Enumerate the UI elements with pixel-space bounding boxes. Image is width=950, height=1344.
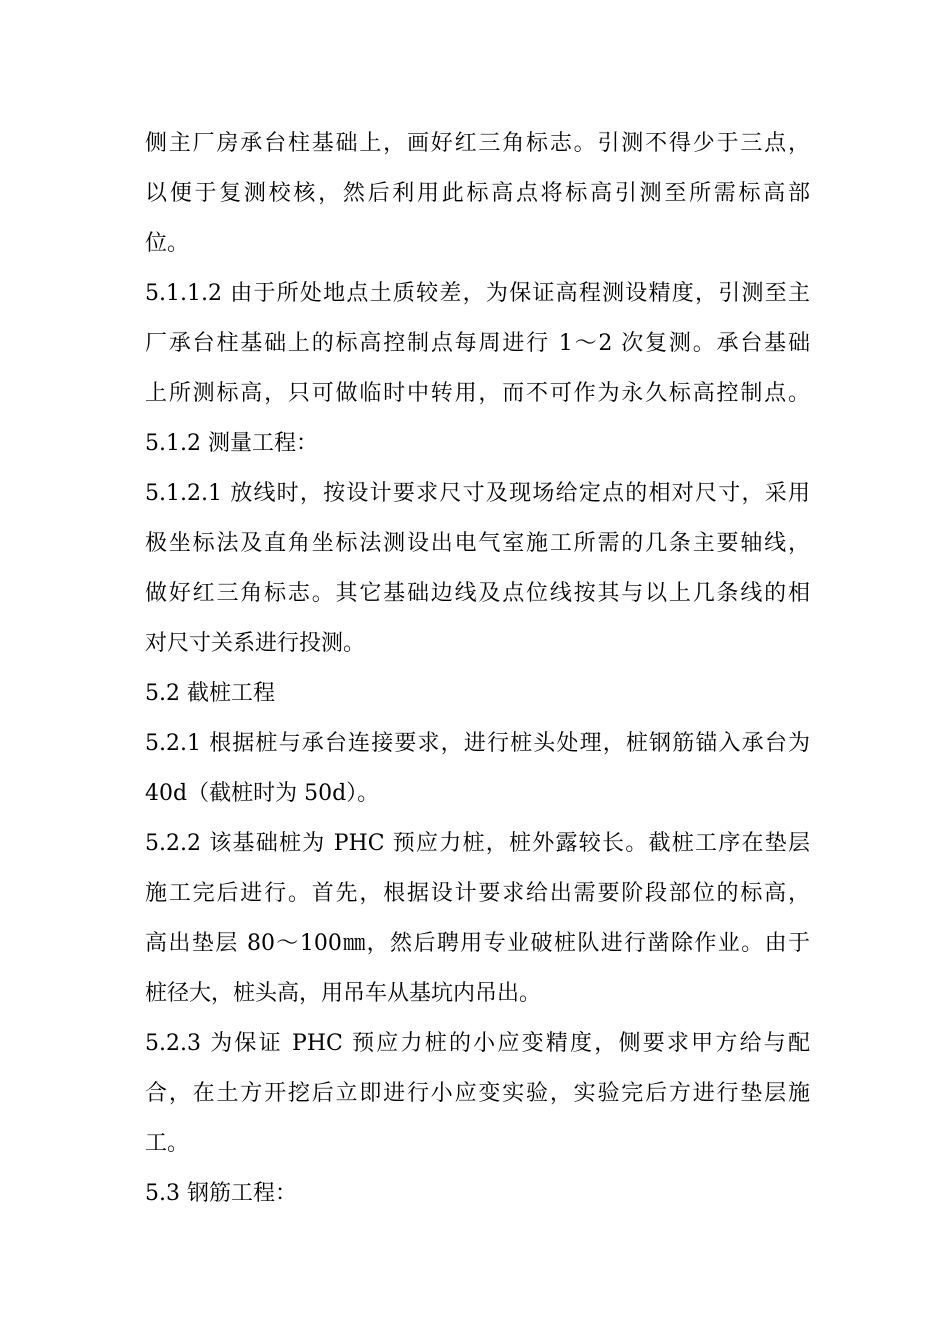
text-line: 5.2.3 为保证 PHC 预应力桩的小应变精度，侧要求甲方给与配 xyxy=(145,1031,810,1056)
text-line: 桩径大，桩头高，用吊车从基坑内吊出。 xyxy=(145,981,542,1006)
text-line: 40d（截桩时为 50d）。 xyxy=(145,781,380,806)
document-body xyxy=(145,119,810,1219)
section-heading: 5.2 截桩工程 xyxy=(145,681,275,706)
text-line: 上所测标高，只可做临时中转用，而不可作为永久标高控制点。 xyxy=(145,381,810,406)
text-line: 做好红三角标志。其它基础边线及点位线按其与以上几条线的相 xyxy=(145,581,810,606)
text-line: 高出垫层 80～100㎜，然后聘用专业破桩队进行凿除作业。由于 xyxy=(145,931,810,956)
text-line: 侧主厂房承台柱基础上，画好红三角标志。引测不得少于三点， xyxy=(145,131,810,156)
text-line: 5.2.2 该基础桩为 PHC 预应力桩，桩外露较长。截桩工序在垫层 xyxy=(145,831,810,856)
text-line: 以便于复测校核，然后利用此标高点将标高引测至所需标高部 xyxy=(145,181,810,206)
text-line: 5.1.2.1 放线时，按设计要求尺寸及现场给定点的相对尺寸，采用 xyxy=(145,481,810,506)
section-heading: 5.3 钢筋工程： xyxy=(145,1181,297,1206)
text-line: 5.1.1.2 由于所处地点土质较差，为保证高程测设精度，引测至主 xyxy=(145,281,810,306)
text-line: 对尺寸关系进行投测。 xyxy=(145,631,366,656)
text-line: 5.2.1 根据桩与承台连接要求，进行桩头处理，桩钢筋锚入承台为 xyxy=(145,731,810,756)
text-line: 合，在土方开挖后立即进行小应变实验，实验完后方进行垫层施 xyxy=(145,1081,810,1106)
text-line: 厂承台柱基础上的标高控制点每周进行 1～2 次复测。承台基础 xyxy=(145,331,810,356)
text-line: 工。 xyxy=(145,1131,190,1156)
section-heading: 5.1.2 测量工程： xyxy=(145,431,318,456)
text-line: 位。 xyxy=(145,231,190,256)
text-line: 施工完后进行。首先，根据设计要求给出需要阶段部位的标高， xyxy=(145,881,810,906)
text-line: 极坐标法及直角坐标法测设出电气室施工所需的几条主要轴线， xyxy=(145,531,810,556)
